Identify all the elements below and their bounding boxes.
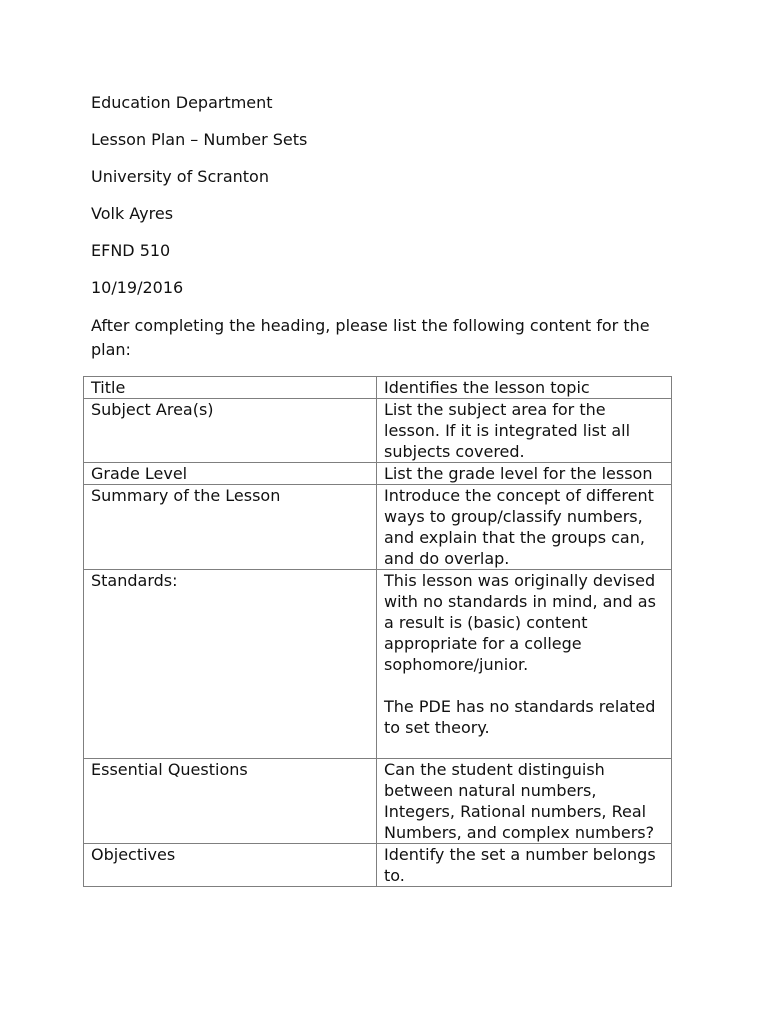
date-line: 10/19/2016 bbox=[91, 278, 184, 297]
table-row bbox=[84, 463, 672, 485]
table-row bbox=[84, 399, 672, 463]
row-content-summary bbox=[377, 485, 672, 570]
lesson-plan-table bbox=[83, 376, 672, 887]
row-label-grade-level: Grade Level bbox=[84, 463, 377, 485]
row-label-subject-area: Subject Area(s) bbox=[84, 399, 377, 463]
row-content-standards bbox=[377, 570, 672, 759]
author-line: Volk Ayres bbox=[91, 204, 174, 223]
cell-text: Identifies the lesson topic bbox=[384, 378, 590, 397]
table-row bbox=[84, 485, 672, 570]
cell-text: List the subject area for the lesson. If it is integrated list all subjects covered. bbox=[384, 400, 631, 461]
row-content-objectives bbox=[377, 844, 672, 887]
cell-text: The PDE has no standards related to set theory. bbox=[384, 697, 656, 737]
row-content-essential-questions bbox=[377, 759, 672, 844]
row-content-title bbox=[377, 377, 672, 399]
cell-text: This lesson was originally devised with no standards in mind, and as a result is (basic) content appropriate for a college sophomore/junior. bbox=[384, 571, 656, 674]
intro-paragraph: After completing the heading, please list the following content for the plan: bbox=[91, 316, 650, 359]
university-line: University of Scranton bbox=[91, 167, 269, 186]
table-row bbox=[84, 844, 672, 887]
cell-text: List the grade level for the lesson bbox=[384, 464, 653, 483]
table-row bbox=[84, 570, 672, 759]
cell-text: Can the student distinguish between natural numbers, Integers, Rational numbers, Real Numbers, and complex numbers? bbox=[384, 760, 655, 842]
row-content-subject-area bbox=[377, 399, 672, 463]
cell-text: Identify the set a number belongs to. bbox=[384, 845, 656, 885]
row-label-essential-questions: Essential Questions bbox=[84, 759, 377, 844]
department-line: Education Department bbox=[91, 93, 273, 112]
cell-text: Introduce the concept of different ways to group/classify numbers, and explain that the groups can, and do overlap. bbox=[384, 486, 654, 568]
course-line: EFND 510 bbox=[91, 241, 171, 260]
row-content-grade-level bbox=[377, 463, 672, 485]
table-row bbox=[84, 759, 672, 844]
row-label-standards: Standards: bbox=[84, 570, 377, 759]
row-label-title: Title bbox=[84, 377, 377, 399]
table-row bbox=[84, 377, 672, 399]
row-label-objectives: Objectives bbox=[84, 844, 377, 887]
row-label-summary: Summary of the Lesson bbox=[84, 485, 377, 570]
lesson-title-line: Lesson Plan – Number Sets bbox=[91, 130, 308, 149]
